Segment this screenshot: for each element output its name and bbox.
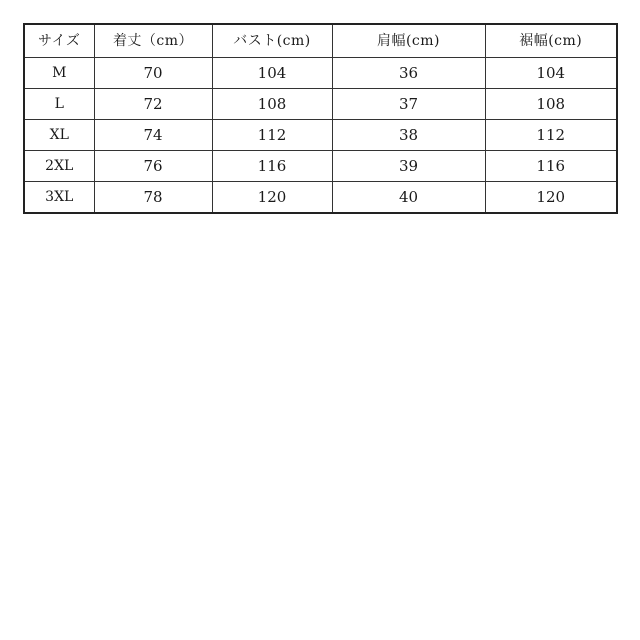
table-header-row xyxy=(24,24,617,58)
header-length: 着丈（cm） xyxy=(94,24,212,58)
length-cell: 72 xyxy=(94,89,212,120)
hem-cell: 112 xyxy=(485,120,617,151)
shoulder-cell: 40 xyxy=(332,182,485,214)
table-row xyxy=(24,58,617,89)
table-row xyxy=(24,89,617,120)
bust-cell: 112 xyxy=(212,120,332,151)
header-shoulder-width: 肩幅(cm) xyxy=(332,24,485,58)
bust-cell: 104 xyxy=(212,58,332,89)
shoulder-cell: 38 xyxy=(332,120,485,151)
size-cell: M xyxy=(24,58,94,89)
hem-cell: 104 xyxy=(485,58,617,89)
shoulder-cell: 39 xyxy=(332,151,485,182)
hem-cell: 108 xyxy=(485,89,617,120)
size-cell: 2XL xyxy=(24,151,94,182)
length-cell: 76 xyxy=(94,151,212,182)
bust-cell: 108 xyxy=(212,89,332,120)
length-cell: 74 xyxy=(94,120,212,151)
hem-cell: 120 xyxy=(485,182,617,214)
header-hem-width: 裾幅(cm) xyxy=(485,24,617,58)
header-size: サイズ xyxy=(24,24,94,58)
size-cell: 3XL xyxy=(24,182,94,214)
shoulder-cell: 36 xyxy=(332,58,485,89)
table-row xyxy=(24,182,617,214)
size-chart-table xyxy=(23,23,618,214)
size-cell: XL xyxy=(24,120,94,151)
table-row xyxy=(24,120,617,151)
bust-cell: 120 xyxy=(212,182,332,214)
length-cell: 78 xyxy=(94,182,212,214)
length-cell: 70 xyxy=(94,58,212,89)
header-bust: バスト(cm) xyxy=(212,24,332,58)
table-row xyxy=(24,151,617,182)
bust-cell: 116 xyxy=(212,151,332,182)
hem-cell: 116 xyxy=(485,151,617,182)
size-cell: L xyxy=(24,89,94,120)
shoulder-cell: 37 xyxy=(332,89,485,120)
